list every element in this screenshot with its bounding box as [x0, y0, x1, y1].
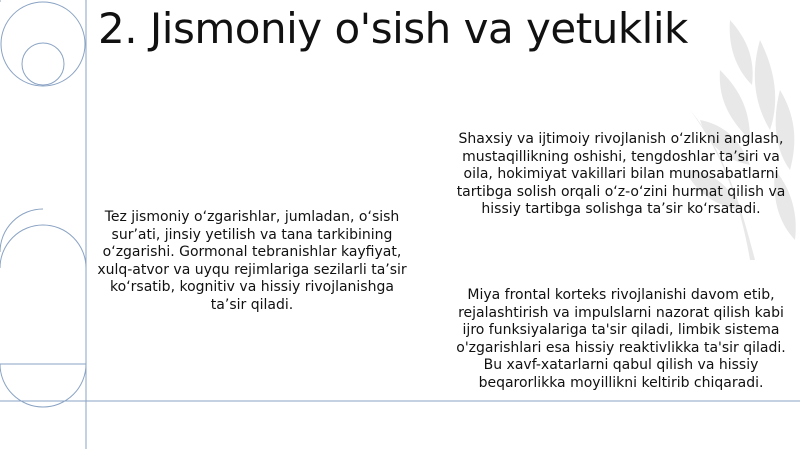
decorative-arch [0, 225, 86, 268]
decorative-circle-small [22, 43, 64, 85]
slide-title: 2. Jismoniy o'sish va yetuklik [98, 4, 688, 53]
left-text-block: Tez jismoniy o‘zgarishlar, jumladan, o‘sish sur’ati, jinsiy yetilish va tana tarkibining o‘zgarishi. Gormonal tebranishlar kayfiyat, xulq-atvor va uyqu rejimlariga sezilarli ta’sir ko‘rsatib, kognitiv va hissiy rivojlanishga ta’sir qiladi. [97, 209, 407, 313]
right-top-text-block: Shaxsiy va ijtimoiy rivojlanish o‘zlikni anglash, mustaqillikning oshishi, tengdoshlar ta’siri va oila, hokimiyat vakillari bilan munosabatlarni tartibga solish orqali o‘z-o‘zini hurmat qilish va hissiy tartibga solishga ta’sir ko‘rsatadi. [456, 131, 786, 217]
right-bottom-text-block: Miya frontal korteks rivojlanishi davom etib, rejalashtirish va impulslarni nazorat qilish kabi ijro funksiyalariga ta'sir qiladi, limbik sistema o'zgarishlari esa hissiy reaktivlikka ta'sir qiladi. Bu xavf-xatarlarni qabul qilish va hissiy beqarorlikka moyillikni keltirib chiqaradi. [456, 287, 786, 391]
decorative-circle-large [1, 2, 85, 86]
